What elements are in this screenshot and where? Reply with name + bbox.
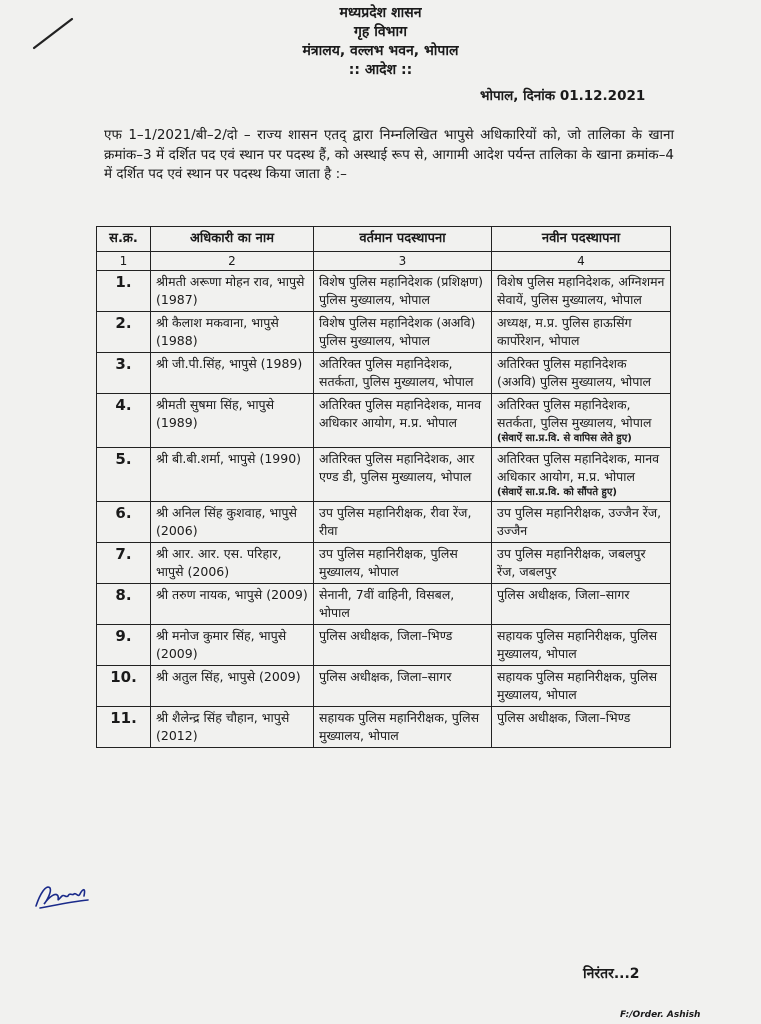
current-posting-cell bbox=[314, 312, 492, 353]
serial-number-cell-text: 6. bbox=[115, 504, 132, 522]
order-title: :: आदेश :: bbox=[348, 62, 413, 78]
current-posting-cell bbox=[314, 353, 492, 394]
table-row bbox=[97, 312, 671, 353]
serial-number-cell-text: 10. bbox=[110, 668, 137, 686]
new-posting-cell bbox=[492, 353, 671, 394]
officer-name-cell-text: श्री तरुण नायक, भापुसे (2009) bbox=[156, 587, 308, 602]
officer-name-cell bbox=[151, 707, 314, 748]
new-posting-cell-text: उप पुलिस महानिरीक्षक, जबलपुर रेंज, जबलपुर bbox=[497, 546, 646, 579]
officer-name-cell-text: श्री जी.पी.सिंह, भापुसे (1989) bbox=[156, 356, 303, 371]
header-serial: स.क्र. bbox=[97, 227, 151, 252]
new-posting-cell bbox=[492, 625, 671, 666]
department-name: गृह विभाग bbox=[354, 24, 407, 40]
officer-name-cell bbox=[151, 584, 314, 625]
serial-number-cell bbox=[97, 625, 151, 666]
serial-number-cell bbox=[97, 502, 151, 543]
officer-name-cell bbox=[151, 353, 314, 394]
new-posting-cell-text: पुलिस अधीक्षक, जिला–भिण्ड bbox=[497, 710, 631, 725]
header-new-posting: नवीन पदस्थापना bbox=[492, 227, 671, 252]
officer-name-cell bbox=[151, 312, 314, 353]
serial-number-cell-text: 4. bbox=[115, 396, 132, 414]
current-posting-cell-text: पुलिस अधीक्षक, जिला–भिण्ड bbox=[319, 628, 453, 643]
officer-name-cell-text: श्री कैलाश मकवाना, भापुसे (1988) bbox=[156, 315, 279, 348]
officer-name-cell-text: श्री बी.बी.शर्मा, भापुसे (1990) bbox=[156, 451, 302, 466]
serial-number-cell bbox=[97, 707, 151, 748]
col-number: 4 bbox=[492, 252, 671, 271]
current-posting-cell bbox=[314, 625, 492, 666]
serial-number-cell-text: 7. bbox=[115, 545, 132, 563]
col-number: 1 bbox=[97, 252, 151, 271]
serial-number-cell-text: 11. bbox=[110, 709, 137, 727]
new-posting-cell-text: अतिरिक्त पुलिस महानिदेशक (अअवि) पुलिस मुख्यालय, भोपाल bbox=[497, 356, 652, 389]
current-posting-cell-text: विशेष पुलिस महानिदेशक (प्रशिक्षण) पुलिस मुख्यालय, भोपाल bbox=[319, 274, 483, 307]
new-posting-cell bbox=[492, 448, 671, 502]
serial-number-cell bbox=[97, 543, 151, 584]
signature bbox=[32, 876, 94, 912]
new-posting-cell bbox=[492, 707, 671, 748]
officer-name-cell-text: श्री अतुल सिंह, भापुसे (2009) bbox=[156, 669, 301, 684]
new-posting-cell bbox=[492, 394, 671, 448]
current-posting-cell-text: अतिरिक्त पुलिस महानिदेशक, मानव अधिकार आयोग, म.प्र. भोपाल bbox=[319, 397, 482, 430]
letterhead bbox=[0, 4, 761, 80]
new-posting-cell bbox=[492, 502, 671, 543]
new-posting-cell-text: सहायक पुलिस महानिरीक्षक, पुलिस मुख्यालय, भोपाल bbox=[497, 669, 658, 702]
header-current-posting: वर्तमान पदस्थापना bbox=[314, 227, 492, 252]
officer-name-cell bbox=[151, 502, 314, 543]
officer-name-cell bbox=[151, 271, 314, 312]
new-posting-cell-text: अतिरिक्त पुलिस महानिदेशक, मानव अधिकार आयोग, म.प्र. भोपाल bbox=[497, 451, 660, 484]
header-officer-name: अधिकारी का नाम bbox=[151, 227, 314, 252]
table-row bbox=[97, 394, 671, 448]
current-posting-cell-text: पुलिस अधीक्षक, जिला–सागर bbox=[319, 669, 452, 684]
serial-number-cell bbox=[97, 584, 151, 625]
order-date: भोपाल, दिनांक 01.12.2021 bbox=[480, 88, 646, 104]
col-number: 3 bbox=[314, 252, 492, 271]
order-intro-paragraph: एफ 1–1/2021/बी–2/दो – राज्य शासन एतद् द्वारा निम्नलिखित भापुसे अधिकारियों को, जो तालिका के खाना क्रमांक–3 में दर्शित पद एवं स्थान पर पदस्थ हैं, को अस्थाई रूप से, आगामी आदेश पर्यन्त तालिका के खाना क्रमांक–4 में दर्शित पद एवं स्थान पर पदस्थ किया जाता है :– bbox=[104, 127, 674, 182]
current-posting-cell-text: अतिरिक्त पुलिस महानिदेशक, सतर्कता, पुलिस मुख्यालय, भोपाल bbox=[319, 356, 474, 389]
officer-name-cell bbox=[151, 394, 314, 448]
table-row bbox=[97, 625, 671, 666]
officer-name-cell bbox=[151, 666, 314, 707]
new-posting-cell bbox=[492, 543, 671, 584]
serial-number-cell bbox=[97, 353, 151, 394]
officer-name-cell-text: श्री मनोज कुमार सिंह, भापुसे (2009) bbox=[156, 628, 287, 661]
current-posting-cell bbox=[314, 543, 492, 584]
new-posting-cell-text: अध्यक्ष, म.प्र. पुलिस हाऊसिंग कार्पोरेशन, भोपाल bbox=[497, 315, 632, 348]
serial-number-cell bbox=[97, 666, 151, 707]
table-row bbox=[97, 666, 671, 707]
table-row bbox=[97, 271, 671, 312]
new-posting-cell-text: पुलिस अधीक्षक, जिला–सागर bbox=[497, 587, 630, 602]
current-posting-cell-text: विशेष पुलिस महानिदेशक (अअवि) पुलिस मुख्यालय, भोपाल bbox=[319, 315, 476, 348]
office-address: मंत्रालय, वल्लभ भवन, भोपाल bbox=[302, 43, 459, 59]
current-posting-cell bbox=[314, 394, 492, 448]
serial-number-cell bbox=[97, 271, 151, 312]
officer-name-cell-text: श्रीमती अरूणा मोहन राव, भापुसे (1987) bbox=[156, 274, 305, 307]
table-row bbox=[97, 707, 671, 748]
posting-table bbox=[96, 226, 671, 748]
serial-number-cell bbox=[97, 312, 151, 353]
new-posting-cell bbox=[492, 584, 671, 625]
current-posting-cell-text: अतिरिक्त पुलिस महानिदेशक, आर एण्ड डी, पुलिस मुख्यालय, भोपाल bbox=[319, 451, 475, 484]
new-posting-cell bbox=[492, 312, 671, 353]
posting-note: (सेवाऐं सा.प्र.वि. से वापिस लेते हुए) bbox=[497, 433, 632, 444]
officer-name-cell bbox=[151, 543, 314, 584]
table-row bbox=[97, 448, 671, 502]
serial-number-cell-text: 9. bbox=[115, 627, 132, 645]
new-posting-cell-text: अतिरिक्त पुलिस महानिदेशक, सतर्कता, पुलिस मुख्यालय, भोपाल bbox=[497, 397, 652, 430]
column-number-row bbox=[97, 252, 671, 271]
serial-number-cell-text: 8. bbox=[115, 586, 132, 604]
continued-marker: निरंतर...2 bbox=[583, 966, 640, 982]
current-posting-cell-text: सेनानी, 7वीं वाहिनी, विसबल, भोपाल bbox=[319, 587, 455, 620]
table-row bbox=[97, 502, 671, 543]
table-row bbox=[97, 543, 671, 584]
serial-number-cell bbox=[97, 448, 151, 502]
serial-number-cell-text: 2. bbox=[115, 314, 132, 332]
current-posting-cell-text: उप पुलिस महानिरीक्षक, रीवा रेंज, रीवा bbox=[319, 505, 472, 538]
officer-name-cell-text: श्री अनिल सिंह कुशवाह, भापुसे (2006) bbox=[156, 505, 297, 538]
serial-number-cell-text: 5. bbox=[115, 450, 132, 468]
current-posting-cell bbox=[314, 448, 492, 502]
new-posting-cell-text: सहायक पुलिस महानिरीक्षक, पुलिस मुख्यालय, भोपाल bbox=[497, 628, 658, 661]
posting-note: (सेवाऐं सा.प्र.वि. को सौंपते हुए) bbox=[497, 487, 617, 498]
col-number: 2 bbox=[151, 252, 314, 271]
new-posting-cell-text: उप पुलिस महानिरीक्षक, उज्जैन रेंज, उज्जैन bbox=[497, 505, 662, 538]
serial-number-cell bbox=[97, 394, 151, 448]
serial-number-cell-text: 1. bbox=[115, 273, 132, 291]
current-posting-cell-text: सहायक पुलिस महानिरीक्षक, पुलिस मुख्यालय, भोपाल bbox=[319, 710, 480, 743]
file-reference: F:/Order. Ashish bbox=[620, 1010, 701, 1020]
officer-name-cell-text: श्री आर. आर. एस. परिहार, भापुसे (2006) bbox=[156, 546, 282, 579]
table-row bbox=[97, 584, 671, 625]
government-name: मध्यप्रदेश शासन bbox=[339, 5, 422, 21]
new-posting-cell bbox=[492, 271, 671, 312]
table-header-row bbox=[97, 227, 671, 252]
current-posting-cell-text: उप पुलिस महानिरीक्षक, पुलिस मुख्यालय, भोपाल bbox=[319, 546, 458, 579]
officer-name-cell-text: श्री शैलेन्द्र सिंह चौहान, भापुसे (2012) bbox=[156, 710, 290, 743]
serial-number-cell-text: 3. bbox=[115, 355, 132, 373]
new-posting-cell-text: विशेष पुलिस महानिदेशक, अग्निशमन सेवायें, पुलिस मुख्यालय, भोपाल bbox=[497, 274, 665, 307]
current-posting-cell bbox=[314, 666, 492, 707]
new-posting-cell bbox=[492, 666, 671, 707]
current-posting-cell bbox=[314, 584, 492, 625]
table-row bbox=[97, 353, 671, 394]
officer-name-cell bbox=[151, 625, 314, 666]
officer-name-cell bbox=[151, 448, 314, 502]
officer-name-cell-text: श्रीमती सुषमा सिंह, भापुसे (1989) bbox=[156, 397, 275, 430]
current-posting-cell bbox=[314, 271, 492, 312]
current-posting-cell bbox=[314, 502, 492, 543]
current-posting-cell bbox=[314, 707, 492, 748]
